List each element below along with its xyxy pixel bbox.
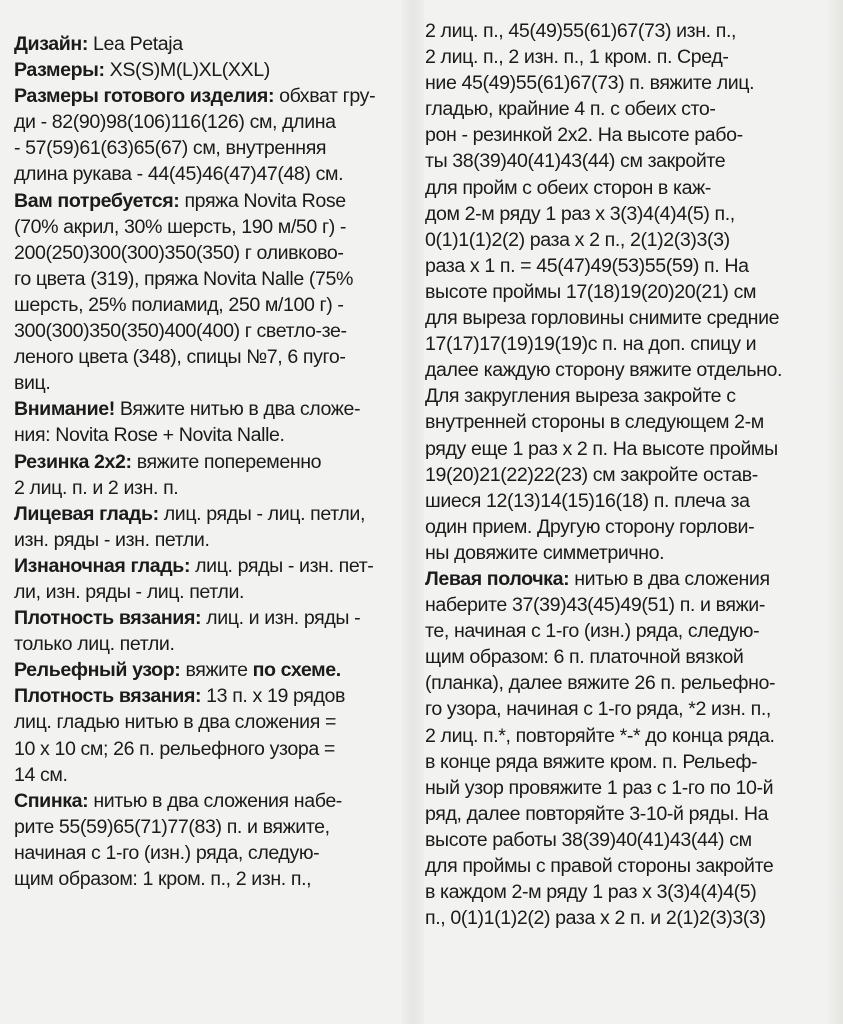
instruction-line: 19(20)21(22)22(23) см закройте остав- [425,463,758,486]
spec-text: Вяжите нитью в два сложе- [114,398,361,421]
instruction-line: (планка), далее вяжите 26 п. рельефно- [425,672,776,695]
instruction-line: для проймы с правой стороны закройте [425,855,774,877]
spec-text: лиц. и изн. ряды - [201,607,361,630]
spec-line: лиц. гладью нитью в два сложения = [14,711,337,734]
spec-line: (70% акрил, 30% шерсть, 190 м/50 г) - [14,215,346,238]
spec-line [14,788,412,814]
instruction-line: внутренней стороны в следующем 2-м [425,411,764,434]
spec-line [14,605,412,631]
spec-line: виц. [14,372,51,395]
instruction-line: го узора, начиная с 1-го ряда, *2 изн. п., [425,698,771,721]
spec-line: леного цвета (348), спицы №7, 6 пуго- [14,346,346,369]
spec-line: 300(300)350(350)400(400) г светло-зе- [14,320,347,343]
instruction-line: ны довяжите симметрично. [425,541,665,564]
section-heading-line [425,566,839,592]
spec-line: го цвета (319), пряжа Novita Nalle (75% [14,267,354,290]
spec-line: ди - 82(90)98(106)116(126) см, длина [14,111,336,134]
spec-text: нитью в два сложения набе- [88,789,342,812]
spec-text: лиц. ряды - лиц. петли, [158,502,365,525]
spec-line: - 57(59)61(63)65(67) см, внутренняя [14,137,327,160]
section-text: нитью в два сложения [569,567,770,590]
spec-paragraph [14,31,412,57]
spec-paragraph [14,396,412,448]
spec-paragraph [14,605,412,657]
spec-line [14,57,412,83]
instruction-line: высоте проймы 17(18)19(20)20(21) см [425,280,757,303]
instruction-line: 0(1)1(1)2(2) раза х 2 п., 2(1)2(3)3(3) [425,228,730,251]
instruction-line: для выреза горловины снимите средние [425,307,780,330]
spec-text: пряжа Novita Rose [179,189,346,212]
spec-label: Спинка: [14,789,89,812]
section-label: Левая полочка: [425,567,570,590]
spec-line [14,501,412,527]
instruction-line: дом 2-м ряду 1 раз х 3(3)4(4)4(5) п., [425,202,735,225]
instruction-line: ный узор провяжите 1 раз с 1-го по 10-й [425,776,774,799]
spec-label: Плотность вязания: [14,607,202,630]
spec-line: ния: Novita Rose + Novita Nalle. [14,424,285,447]
instruction-line: ряду еще 1 раз х 2 п. На высоте проймы [425,437,778,460]
spec-emphasis: по схеме. [252,659,341,682]
instruction-line: в конце ряда вяжите кром. п. Рельеф- [425,750,758,773]
instruction-line: ние 45(49)55(61)67(73) п. вяжите лиц. [425,72,755,95]
spec-paragraph [14,449,412,501]
spec-line: 14 см. [14,763,68,786]
spec-line: изн. ряды - изн. петли. [14,528,210,551]
instruction-line: 2 лиц. п.*, повторяйте *-* до конца ряда. [425,724,775,747]
spec-text: XS(S)M(L)XL(XXL) [104,59,270,82]
instruction-line: те, начиная с 1-го (изн.) ряда, следую- [425,620,760,643]
spec-line [14,188,412,214]
instruction-line: наберите 37(39)43(45)49(51) п. и вяжи- [425,594,765,617]
spec-line [14,396,412,422]
instruction-line: Для закругления выреза закройте с [425,385,736,408]
spec-text: Lea Petaja [88,33,183,55]
spec-line: шерсть, 25% полиамид, 250 м/100 г) - [14,293,344,316]
left-column [14,31,412,892]
spec-paragraph [14,553,412,605]
spec-paragraph [14,188,412,397]
spec-label: Внимание! [14,398,115,421]
spec-line [14,683,412,709]
spec-label: Размеры: [14,59,105,82]
instruction-line: для пройм с обеих сторон в каж- [425,176,711,199]
spec-line [14,449,412,475]
spec-text: обхват гру- [274,85,376,108]
spec-line: 2 лиц. п. и 2 изн. п. [14,476,179,499]
instruction-line: раза х 1 п. = 45(47)49(53)55(59) п. На [425,254,749,277]
spec-label: Лицевая гладь: [14,502,159,525]
spec-line [14,657,412,683]
instruction-line: далее каждую сторону вяжите отдельно. [425,359,783,382]
spec-label: Изнаночная гладь: [14,554,191,577]
instruction-line: 2 лиц. п., 2 изн. п., 1 кром. п. Сред- [425,46,729,69]
spec-line: ли, изн. ряды - лиц. петли. [14,580,245,603]
spec-label: Размеры готового изделия: [14,85,275,108]
spec-paragraph [14,788,412,892]
instruction-line: один прием. Другую сторону горлови- [425,515,755,538]
spec-text: вяжите [180,659,253,682]
instruction-line: 17(17)17(19)19(19)с п. на доп. спицу и [425,333,757,356]
spec-paragraph [14,83,412,187]
spec-text: 13 п. х 19 рядов [201,685,346,708]
instruction-line: ты 38(39)40(41)43(44) см закройте [425,150,726,173]
spec-line [14,31,412,57]
instruction-line: шиеся 12(13)14(15)16(18) п. плеча за [425,489,750,512]
spec-text: лиц. ряды - изн. пет- [190,554,374,577]
instruction-line: рон - резинкой 2x2. На высоте рабо- [425,124,743,147]
instruction-line: высоте работы 38(39)40(41)43(44) см [425,828,752,851]
instruction-line: щим образом: 6 п. платочной вязкой [425,646,744,669]
spec-text: вяжите попеременно [131,450,322,473]
spec-label: Дизайн: [14,33,88,55]
right-column [425,18,839,931]
spec-paragraph [14,683,412,787]
spec-line: начиная с 1-го (изн.) ряда, следую- [14,841,320,864]
instruction-line: в каждом 2-м ряду 1 раз х 3(3)4(4)4(5) [425,881,757,904]
instruction-line: гладью, крайние 4 п. с обеих сто- [425,98,716,121]
instruction-line: 2 лиц. п., 45(49)55(61)67(73) изн. п., [425,20,737,42]
spec-line: рите 55(59)65(71)77(83) п. и вяжите, [14,815,330,838]
spec-label: Рельефный узор: [14,659,181,682]
spec-label: Резинка 2x2: [14,450,132,473]
spec-label: Плотность вязания: [14,685,202,708]
instruction-line: п., 0(1)1(1)2(2) раза х 2 п. и 2(1)2(3)3(3) [425,907,766,930]
spec-line: 200(250)300(300)350(350) г оливково- [14,241,344,264]
spec-line: 10 х 10 см; 26 п. рельефного узора = [14,737,335,760]
spec-line: только лиц. петли. [14,633,175,656]
spec-line [14,553,412,579]
spec-paragraph [14,657,412,683]
spec-paragraph [14,57,412,83]
spec-line: щим образом: 1 кром. п., 2 изн. п., [14,868,312,890]
spec-paragraph [14,501,412,553]
spec-line [14,83,412,109]
instruction-line: ряд, далее повторяйте 3-10-й ряды. На [425,802,769,825]
spec-label: Вам потребуется: [14,189,180,212]
spec-line: длина рукава - 44(45)46(47)47(48) см. [14,163,344,186]
